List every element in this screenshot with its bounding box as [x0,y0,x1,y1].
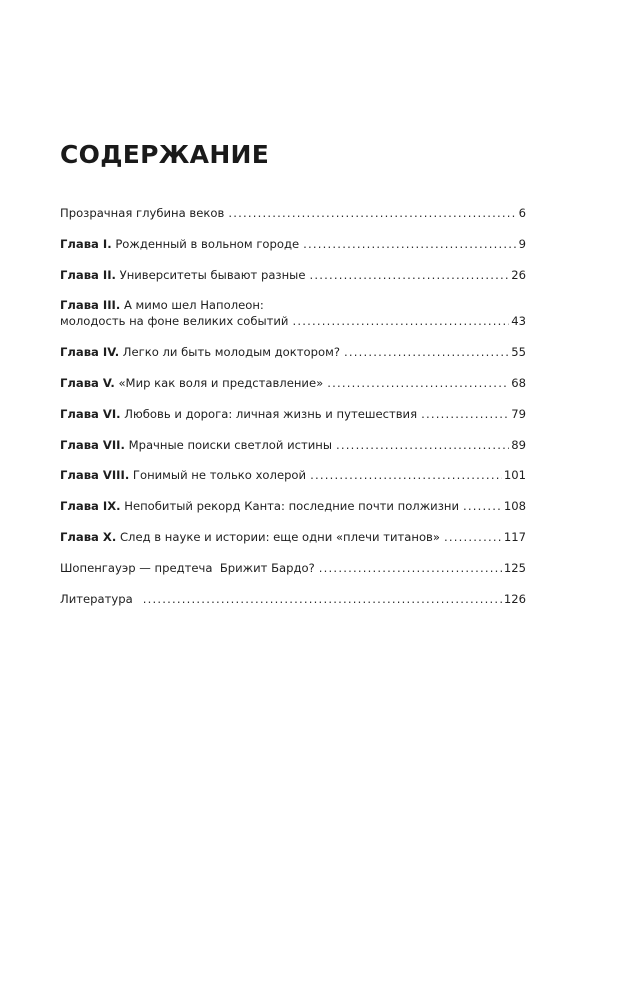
toc-page-number: 126 [503,591,526,606]
toc-page-number: 79 [511,406,526,421]
chapter-label: Глава VII. [60,437,125,452]
table-of-contents [60,205,526,621]
chapter-label: Глава I. [60,236,112,251]
chapter-label: Глава IV. [60,345,120,360]
toc-page-number: 125 [503,560,526,575]
toc-page-number: 68 [511,375,526,390]
chapter-label: Глава VIII. [60,468,130,483]
toc-entry-text: Мрачные поиски светлой истины [128,437,333,452]
toc-entry-chapter-3 [60,297,526,329]
toc-entry-chapter-7 [60,437,526,453]
dot-leader [292,313,509,329]
chapter-label: Глава VI. [60,406,121,421]
chapter-label: Глава V. [60,375,115,390]
toc-entry-chapter-2 [60,267,526,283]
toc-entry-text: Прозрачная глубина веков [60,206,225,220]
chapter-label: Глава II. [60,267,116,282]
toc-entry-text: Любовь и дорога: личная жизнь и путешествия [124,406,418,421]
toc-entry-chapter-4 [60,344,526,360]
dot-leader [319,560,502,576]
toc-entry-text: А мимо шел Наполеон: [123,298,264,313]
toc-page-number: 101 [503,468,526,483]
dot-leader [463,498,502,514]
toc-entry-text: Рожденный в вольном городе [115,236,300,251]
toc-entry-chapter-8 [60,467,526,483]
dot-leader [143,591,502,607]
toc-page-number: 55 [511,345,526,360]
toc-entry-text: «Мир как воля и представление» [118,375,324,390]
toc-entry-text: Гонимый не только холерой [132,468,307,483]
toc-entry-text: След в науке и истории: еще одни «плечи титанов» [119,529,440,544]
toc-entry-chapter-1 [60,236,526,252]
dot-leader [303,236,517,252]
dot-leader [309,267,509,283]
toc-entry-chapter-5 [60,375,526,391]
dot-leader [336,437,509,453]
toc-page-number: 26 [511,267,526,282]
dot-leader [327,375,509,391]
dot-leader [228,205,516,221]
dot-leader [421,406,509,422]
toc-page-number: 108 [503,499,526,514]
page-title: СОДЕРЖАНИЕ [60,140,270,169]
toc-entry-text: Университеты бывают разные [119,267,306,282]
toc-page-number: 9 [518,236,526,251]
toc-entry-chapter-6 [60,406,526,422]
toc-page-number: 89 [511,437,526,452]
toc-entry-chapter-10 [60,529,526,545]
toc-entry-text: Литература [60,591,133,606]
toc-entry-text: Легко ли быть молодым доктором? [122,345,340,360]
toc-entry-text-continued: молодость на фоне великих событий [60,314,289,329]
toc-entry-chapter-9 [60,498,526,514]
toc-page-number: 43 [511,314,526,329]
chapter-label: Глава IX. [60,499,121,514]
toc-entry-epilogue [60,560,526,576]
dot-leader [444,529,502,545]
toc-entry-bibliography [60,591,526,607]
dot-leader [344,344,509,360]
toc-page-number: 117 [503,529,526,544]
chapter-label: Глава III. [60,298,121,313]
toc-entry-prologue [60,205,526,221]
toc-page-number: 6 [518,206,526,220]
chapter-label: Глава X. [60,529,117,544]
dot-leader [310,467,502,483]
toc-entry-text: Шопенгауэр — предтеча Брижит Бардо? [60,560,315,575]
toc-entry-text: Непобитый рекорд Канта: последние почти полжизни [124,499,459,514]
